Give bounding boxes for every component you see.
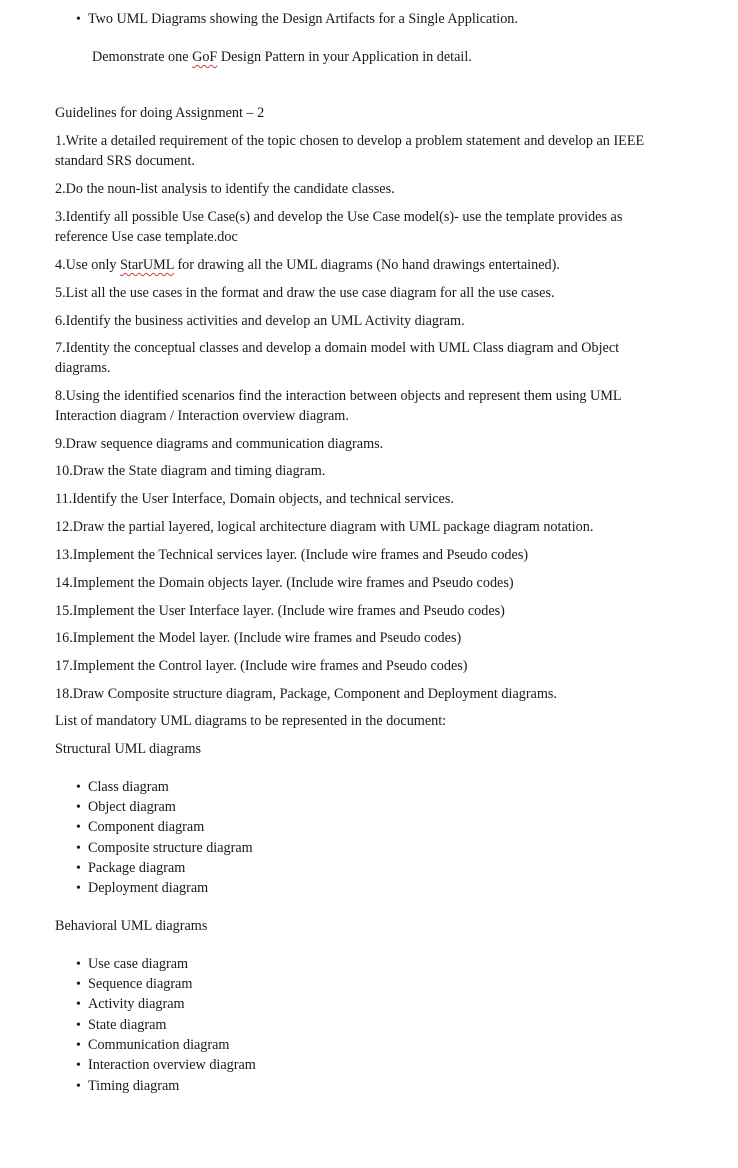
guideline-item-8a: 8.Using the identified scenarios find the interaction between objects and represent them using UML bbox=[55, 388, 622, 404]
behavioral-item-label: Communication diagram bbox=[88, 1037, 230, 1053]
guideline-item-5: 5.List all the use cases in the format and draw the use case diagram for all the use cases. bbox=[55, 285, 555, 301]
structural-item-label: Composite structure diagram bbox=[88, 840, 253, 856]
guideline-item-1a: 1.Write a detailed requirement of the topic chosen to develop a problem statement and develop an IEEE bbox=[55, 133, 645, 149]
pattern-line bbox=[92, 48, 472, 66]
guideline-item-3a: 3.Identify all possible Use Case(s) and develop the Use Case model(s)- use the template provides as bbox=[55, 209, 623, 225]
bullet-dot: • bbox=[76, 800, 81, 815]
structural-item bbox=[76, 798, 176, 817]
guideline-item-7b: diagrams. bbox=[55, 360, 111, 376]
structural-item-label: Object diagram bbox=[88, 799, 176, 815]
guideline-item-1b: standard SRS document. bbox=[55, 153, 195, 169]
guideline-item-15: 15.Implement the User Interface layer. (Include wire frames and Pseudo codes) bbox=[55, 603, 505, 619]
item4-post: for drawing all the UML diagrams (No hand drawings entertained). bbox=[173, 257, 560, 273]
guideline-item-16: 16.Implement the Model layer. (Include wire frames and Pseudo codes) bbox=[55, 630, 462, 646]
guideline-item-11: 11.Identify the User Interface, Domain objects, and technical services. bbox=[55, 491, 454, 507]
guideline-item-2: 2.Do the noun-list analysis to identify the candidate classes. bbox=[55, 181, 395, 197]
bullet-dot: • bbox=[76, 820, 81, 835]
behavioral-heading: Behavioral UML diagrams bbox=[55, 918, 208, 934]
bullet-dot: • bbox=[76, 1018, 81, 1033]
behavioral-item-label: Use case diagram bbox=[88, 956, 189, 972]
guideline-item-6: 6.Identify the business activities and develop an UML Activity diagram. bbox=[55, 313, 465, 329]
structural-item bbox=[76, 818, 204, 837]
guideline-item-3b: reference Use case template.doc bbox=[55, 229, 238, 245]
guideline-item-17: 17.Implement the Control layer. (Include wire frames and Pseudo codes) bbox=[55, 658, 468, 674]
structural-item-label: Deployment diagram bbox=[88, 880, 209, 896]
guideline-item-18: 18.Draw Composite structure diagram, Package, Component and Deployment diagrams. bbox=[55, 686, 557, 702]
structural-item bbox=[76, 859, 185, 878]
gof-word: GoF bbox=[192, 49, 218, 65]
structural-item-label: Package diagram bbox=[88, 860, 186, 876]
behavioral-item-label: Interaction overview diagram bbox=[88, 1057, 256, 1073]
bullet-dot: • bbox=[76, 881, 81, 896]
behavioral-item-label: Timing diagram bbox=[88, 1078, 180, 1094]
behavioral-item bbox=[76, 1016, 166, 1035]
pattern-text-post: Design Pattern in your Application in detail. bbox=[217, 49, 472, 65]
pattern-text-pre: Demonstrate one bbox=[92, 49, 193, 65]
bullet-dot: • bbox=[76, 780, 81, 795]
top-bullet-text: Two UML Diagrams showing the Design Artifacts for a Single Application. bbox=[88, 11, 518, 27]
bullet-dot: • bbox=[76, 1058, 81, 1073]
guideline-item-8b: Interaction diagram / Interaction overview diagram. bbox=[55, 408, 349, 424]
bullet-dot: • bbox=[76, 977, 81, 992]
bullet-dot: • bbox=[76, 841, 81, 856]
guideline-item-9: 9.Draw sequence diagrams and communication diagrams. bbox=[55, 436, 384, 452]
behavioral-item bbox=[76, 1056, 256, 1075]
bullet-dot: • bbox=[76, 957, 81, 972]
structural-item bbox=[76, 879, 208, 898]
top-bullet bbox=[76, 10, 518, 29]
guideline-item-10: 10.Draw the State diagram and timing diagram. bbox=[55, 463, 326, 479]
mandatory-diagrams-line: List of mandatory UML diagrams to be represented in the document: bbox=[55, 713, 447, 729]
guideline-item-13: 13.Implement the Technical services layer. (Include wire frames and Pseudo codes) bbox=[55, 547, 529, 563]
guideline-item-14: 14.Implement the Domain objects layer. (Include wire frames and Pseudo codes) bbox=[55, 575, 514, 591]
guideline-item-12: 12.Draw the partial layered, logical architecture diagram with UML package diagram notation. bbox=[55, 519, 594, 535]
guideline-item-4 bbox=[55, 256, 560, 274]
behavioral-item-label: Activity diagram bbox=[88, 996, 185, 1012]
behavioral-item-label: State diagram bbox=[88, 1017, 167, 1033]
bullet-dot: • bbox=[76, 997, 81, 1012]
behavioral-item bbox=[76, 995, 185, 1014]
bullet-dot: • bbox=[76, 1079, 81, 1094]
structural-item bbox=[76, 839, 253, 858]
structural-item-label: Component diagram bbox=[88, 819, 205, 835]
bullet-dot: • bbox=[76, 12, 81, 27]
bullet-dot: • bbox=[76, 1038, 81, 1053]
structural-heading: Structural UML diagrams bbox=[55, 741, 202, 757]
behavioral-item bbox=[76, 1036, 229, 1055]
bullet-dot: • bbox=[76, 861, 81, 876]
guideline-item-7a: 7.Identity the conceptual classes and develop a domain model with UML Class diagram and Object bbox=[55, 340, 620, 356]
behavioral-item-label: Sequence diagram bbox=[88, 976, 193, 992]
behavioral-item bbox=[76, 955, 188, 974]
behavioral-item bbox=[76, 975, 192, 994]
structural-item-label: Class diagram bbox=[88, 779, 169, 795]
behavioral-item bbox=[76, 1077, 179, 1096]
item4-pre: 4.Use only bbox=[55, 257, 121, 273]
staruml-word: StarUML bbox=[120, 257, 174, 273]
guidelines-heading: Guidelines for doing Assignment – 2 bbox=[55, 105, 265, 121]
structural-item bbox=[76, 778, 169, 797]
